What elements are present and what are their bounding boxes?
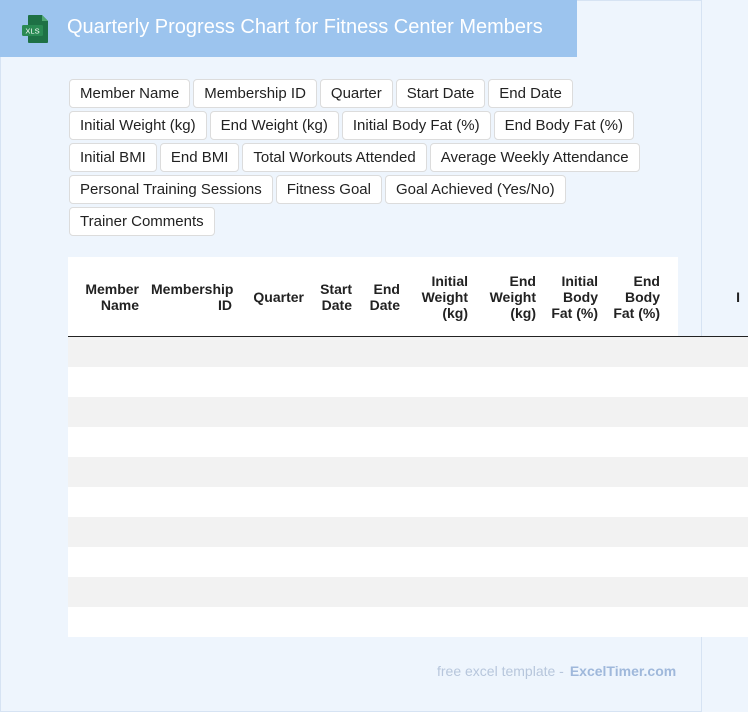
table-cell[interactable] bbox=[606, 427, 668, 457]
table-cell[interactable] bbox=[312, 337, 360, 368]
table-cell[interactable] bbox=[668, 457, 748, 487]
table-cell[interactable] bbox=[312, 427, 360, 457]
column-header: I bbox=[668, 257, 748, 337]
data-table-container[interactable] bbox=[68, 257, 740, 637]
table-cell[interactable] bbox=[668, 487, 748, 517]
table-cell[interactable] bbox=[544, 397, 606, 427]
field-chip[interactable]: Total Workouts Attended bbox=[242, 143, 426, 172]
table-cell[interactable] bbox=[360, 427, 408, 457]
table-cell[interactable] bbox=[147, 547, 240, 577]
table-cell[interactable] bbox=[68, 367, 147, 397]
table-cell[interactable] bbox=[606, 487, 668, 517]
table-cell[interactable] bbox=[668, 367, 748, 397]
column-header: Quarter bbox=[240, 257, 312, 337]
column-header: Membership ID bbox=[147, 257, 240, 337]
field-chip[interactable]: Personal Training Sessions bbox=[69, 175, 273, 204]
table-cell[interactable] bbox=[240, 607, 312, 637]
table-cell[interactable] bbox=[544, 607, 606, 637]
table-cell[interactable] bbox=[312, 487, 360, 517]
table-cell[interactable] bbox=[68, 547, 147, 577]
column-header: Initial Body Fat (%) bbox=[544, 257, 606, 337]
table-cell[interactable] bbox=[360, 337, 408, 368]
table-cell[interactable] bbox=[668, 397, 748, 427]
table-cell[interactable] bbox=[312, 517, 360, 547]
table-cell[interactable] bbox=[544, 337, 606, 368]
table-cell[interactable] bbox=[408, 607, 476, 637]
data-table bbox=[68, 257, 748, 637]
table-row bbox=[68, 517, 748, 547]
table-cell[interactable] bbox=[476, 547, 544, 577]
table-cell[interactable] bbox=[408, 517, 476, 547]
table-cell[interactable] bbox=[360, 547, 408, 577]
table-cell[interactable] bbox=[476, 397, 544, 427]
table-cell[interactable] bbox=[544, 367, 606, 397]
table-cell[interactable] bbox=[544, 427, 606, 457]
table-cell[interactable] bbox=[668, 577, 748, 607]
table-cell[interactable] bbox=[360, 577, 408, 607]
table-cell[interactable] bbox=[312, 367, 360, 397]
field-chip[interactable]: End Date bbox=[488, 79, 573, 108]
table-cell[interactable] bbox=[68, 487, 147, 517]
table-body bbox=[68, 337, 748, 638]
field-chip[interactable]: Initial Weight (kg) bbox=[69, 111, 207, 140]
table-cell[interactable] bbox=[606, 607, 668, 637]
field-chip[interactable]: Quarter bbox=[320, 79, 393, 108]
table-cell[interactable] bbox=[408, 457, 476, 487]
table-cell[interactable] bbox=[606, 397, 668, 427]
table-cell[interactable] bbox=[360, 487, 408, 517]
table-cell[interactable] bbox=[240, 487, 312, 517]
table-cell[interactable] bbox=[240, 427, 312, 457]
table-cell[interactable] bbox=[147, 487, 240, 517]
table-cell[interactable] bbox=[312, 397, 360, 427]
table-cell[interactable] bbox=[544, 487, 606, 517]
table-cell[interactable] bbox=[360, 367, 408, 397]
table-cell[interactable] bbox=[147, 577, 240, 607]
table-row bbox=[68, 547, 748, 577]
table-cell[interactable] bbox=[408, 547, 476, 577]
table-cell[interactable] bbox=[240, 547, 312, 577]
table-cell[interactable] bbox=[240, 517, 312, 547]
table-cell[interactable] bbox=[360, 457, 408, 487]
table-cell[interactable] bbox=[360, 397, 408, 427]
table-cell[interactable] bbox=[668, 547, 748, 577]
table-cell[interactable] bbox=[606, 577, 668, 607]
table-cell[interactable] bbox=[476, 337, 544, 368]
table-cell[interactable] bbox=[544, 547, 606, 577]
table-cell[interactable] bbox=[606, 367, 668, 397]
field-chip[interactable]: Goal Achieved (Yes/No) bbox=[385, 175, 566, 204]
table-cell[interactable] bbox=[68, 457, 147, 487]
table-cell[interactable] bbox=[240, 337, 312, 368]
field-chip[interactable]: Start Date bbox=[396, 79, 486, 108]
icon-label: XLS bbox=[25, 26, 40, 36]
table-cell[interactable] bbox=[476, 457, 544, 487]
table-cell[interactable] bbox=[68, 577, 147, 607]
table-cell[interactable] bbox=[147, 397, 240, 427]
table-cell[interactable] bbox=[476, 607, 544, 637]
field-chip[interactable]: Initial Body Fat (%) bbox=[342, 111, 491, 140]
table-cell[interactable] bbox=[312, 457, 360, 487]
table-cell[interactable] bbox=[147, 427, 240, 457]
table-cell[interactable] bbox=[668, 517, 748, 547]
column-header: End Body Fat (%) bbox=[606, 257, 668, 337]
table-cell[interactable] bbox=[360, 607, 408, 637]
page-title: Quarterly Progress Chart for Fitness Center Members bbox=[67, 16, 543, 38]
table-cell[interactable] bbox=[476, 427, 544, 457]
table-row bbox=[68, 457, 748, 487]
table-cell[interactable] bbox=[408, 337, 476, 368]
table-cell[interactable] bbox=[312, 607, 360, 637]
field-chip[interactable]: Initial BMI bbox=[69, 143, 157, 172]
field-chip[interactable]: End BMI bbox=[160, 143, 240, 172]
column-header: End Weight (kg) bbox=[476, 257, 544, 337]
field-list bbox=[69, 79, 649, 236]
table-cell[interactable] bbox=[544, 457, 606, 487]
table-cell[interactable] bbox=[476, 517, 544, 547]
table-cell[interactable] bbox=[68, 397, 147, 427]
column-header: Member Name bbox=[68, 257, 147, 337]
table-cell[interactable] bbox=[68, 607, 147, 637]
table-cell[interactable] bbox=[68, 337, 147, 368]
field-chip[interactable]: End Weight (kg) bbox=[210, 111, 339, 140]
table-cell[interactable] bbox=[606, 517, 668, 547]
field-chip[interactable]: Member Name bbox=[69, 79, 190, 108]
column-header: Initial Weight (kg) bbox=[408, 257, 476, 337]
table-cell[interactable] bbox=[240, 577, 312, 607]
header-bar bbox=[0, 0, 577, 57]
field-chip[interactable]: Average Weekly Attendance bbox=[430, 143, 640, 172]
table-cell[interactable] bbox=[476, 367, 544, 397]
table-cell[interactable] bbox=[476, 487, 544, 517]
table-cell[interactable] bbox=[544, 517, 606, 547]
table-cell[interactable] bbox=[312, 577, 360, 607]
table-cell[interactable] bbox=[68, 427, 147, 457]
table-cell[interactable] bbox=[606, 337, 668, 368]
table-cell[interactable] bbox=[408, 367, 476, 397]
table-cell[interactable] bbox=[668, 427, 748, 457]
table-cell[interactable] bbox=[240, 397, 312, 427]
table-cell[interactable] bbox=[408, 487, 476, 517]
table-row bbox=[68, 397, 748, 427]
table-cell[interactable] bbox=[240, 367, 312, 397]
column-header: End Date bbox=[360, 257, 408, 337]
table-row bbox=[68, 577, 748, 607]
field-chip[interactable]: Fitness Goal bbox=[276, 175, 382, 204]
field-chip[interactable]: End Body Fat (%) bbox=[494, 111, 634, 140]
table-cell[interactable] bbox=[68, 517, 147, 547]
table-cell[interactable] bbox=[476, 577, 544, 607]
table-cell[interactable] bbox=[606, 457, 668, 487]
table-cell[interactable] bbox=[408, 427, 476, 457]
table-cell[interactable] bbox=[408, 577, 476, 607]
table-cell[interactable] bbox=[147, 367, 240, 397]
table-cell[interactable] bbox=[147, 457, 240, 487]
table-cell[interactable] bbox=[668, 337, 748, 368]
table-cell[interactable] bbox=[147, 337, 240, 368]
field-chip[interactable]: Membership ID bbox=[193, 79, 317, 108]
table-cell[interactable] bbox=[544, 577, 606, 607]
excel-file-icon bbox=[22, 14, 50, 44]
table-row bbox=[68, 427, 748, 457]
table-row bbox=[68, 487, 748, 517]
table-row bbox=[68, 607, 748, 637]
footer-text: free excel template - bbox=[437, 663, 564, 679]
table-cell[interactable] bbox=[408, 397, 476, 427]
table-cell[interactable] bbox=[147, 607, 240, 637]
table-cell[interactable] bbox=[668, 607, 748, 637]
table-cell[interactable] bbox=[606, 547, 668, 577]
table-cell[interactable] bbox=[360, 517, 408, 547]
footer-brand-link[interactable]: ExcelTimer.com bbox=[569, 663, 677, 679]
footer bbox=[437, 663, 676, 679]
table-row bbox=[68, 367, 748, 397]
table-cell[interactable] bbox=[312, 547, 360, 577]
column-header: Start Date bbox=[312, 257, 360, 337]
table-header-row bbox=[68, 257, 748, 337]
table-cell[interactable] bbox=[147, 517, 240, 547]
field-chip[interactable]: Trainer Comments bbox=[69, 207, 215, 236]
table-row bbox=[68, 337, 748, 368]
table-cell[interactable] bbox=[240, 457, 312, 487]
